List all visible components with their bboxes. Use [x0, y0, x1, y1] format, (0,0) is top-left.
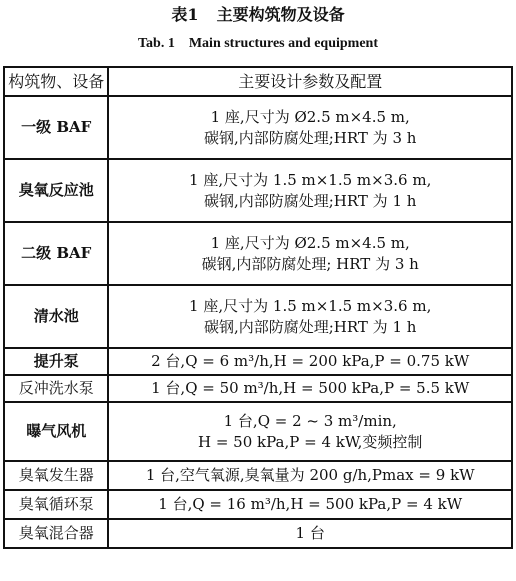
- table-caption-english: [0, 35, 516, 53]
- parameter-line: H = 50 kPa,P = 4 kW,变频控制: [197, 432, 423, 451]
- row-name: 曝气风机: [4, 402, 108, 461]
- row-parameters: [108, 222, 512, 285]
- table-row: [4, 348, 512, 375]
- row-name: 臭氧循环泵: [4, 490, 108, 519]
- parameter-line: 1 台,Q = 2 ~ 3 m³/min,: [223, 411, 397, 430]
- parameter-line: 碳钢,内部防腐处理;HRT 为 1 h: [203, 317, 417, 336]
- row-name: 二级 BAF: [4, 222, 108, 285]
- parameter-line: 1 座,尺寸为 1.5 m×1.5 m×3.6 m,: [189, 296, 432, 315]
- table-row: [4, 285, 512, 348]
- parameter-line: 1 座,尺寸为 1.5 m×1.5 m×3.6 m,: [189, 170, 432, 189]
- parameter-line: 碳钢,内部防腐处理; HRT 为 3 h: [201, 254, 419, 273]
- table-caption-chinese: [0, 5, 516, 25]
- table-row: [4, 96, 512, 159]
- table-number-english: Tab. 1: [138, 36, 175, 51]
- table-row: [4, 490, 512, 519]
- table-header-row: [4, 67, 512, 96]
- row-name: 清水池: [4, 285, 108, 348]
- parameter-line: 碳钢,内部防腐处理;HRT 为 1 h: [203, 191, 417, 210]
- row-name: 臭氧混合器: [4, 519, 108, 548]
- row-parameters: [108, 96, 512, 159]
- row-name: 提升泵: [4, 348, 108, 375]
- parameter-line: 1 座,尺寸为 Ø2.5 m×4.5 m,: [210, 107, 410, 126]
- table-row: [4, 402, 512, 461]
- row-parameters: [108, 402, 512, 461]
- row-name: 臭氧反应池: [4, 159, 108, 222]
- parameter-line: 1 台: [295, 524, 325, 542]
- row-parameters: [108, 159, 512, 222]
- table-row: [4, 461, 512, 490]
- row-parameters: [108, 285, 512, 348]
- table-number-chinese: 表1: [171, 5, 199, 24]
- equipment-table: [3, 66, 513, 549]
- parameter-line: 1 台,Q = 16 m³/h,H = 500 kPa,P = 4 kW: [158, 495, 463, 513]
- row-parameters: [108, 375, 512, 402]
- parameter-line: 碳钢,内部防腐处理;HRT 为 3 h: [203, 128, 417, 147]
- row-parameters: [108, 348, 512, 375]
- table-row: [4, 222, 512, 285]
- row-parameters: [108, 519, 512, 548]
- parameter-line: 1 台,空气氧源,臭氧量为 200 g/h,Pmax = 9 kW: [145, 466, 475, 484]
- row-name: 臭氧发生器: [4, 461, 108, 490]
- header-structure: 构筑物、设备: [4, 67, 108, 96]
- row-name: 反冲洗水泵: [4, 375, 108, 402]
- table-row: [4, 159, 512, 222]
- table-title-english: Main structures and equipment: [188, 36, 378, 51]
- row-parameters: [108, 490, 512, 519]
- table-title-chinese: 主要构筑物及设备: [216, 5, 345, 24]
- table-row: [4, 519, 512, 548]
- header-parameters: 主要设计参数及配置: [108, 67, 512, 96]
- row-parameters: [108, 461, 512, 490]
- parameter-line: 1 台,Q = 50 m³/h,H = 500 kPa,P = 5.5 kW: [151, 379, 470, 397]
- parameter-line: 1 座,尺寸为 Ø2.5 m×4.5 m,: [210, 233, 410, 252]
- parameter-line: 2 台,Q = 6 m³/h,H = 200 kPa,P = 0.75 kW: [151, 352, 470, 370]
- table-row: [4, 375, 512, 402]
- row-name: 一级 BAF: [4, 96, 108, 159]
